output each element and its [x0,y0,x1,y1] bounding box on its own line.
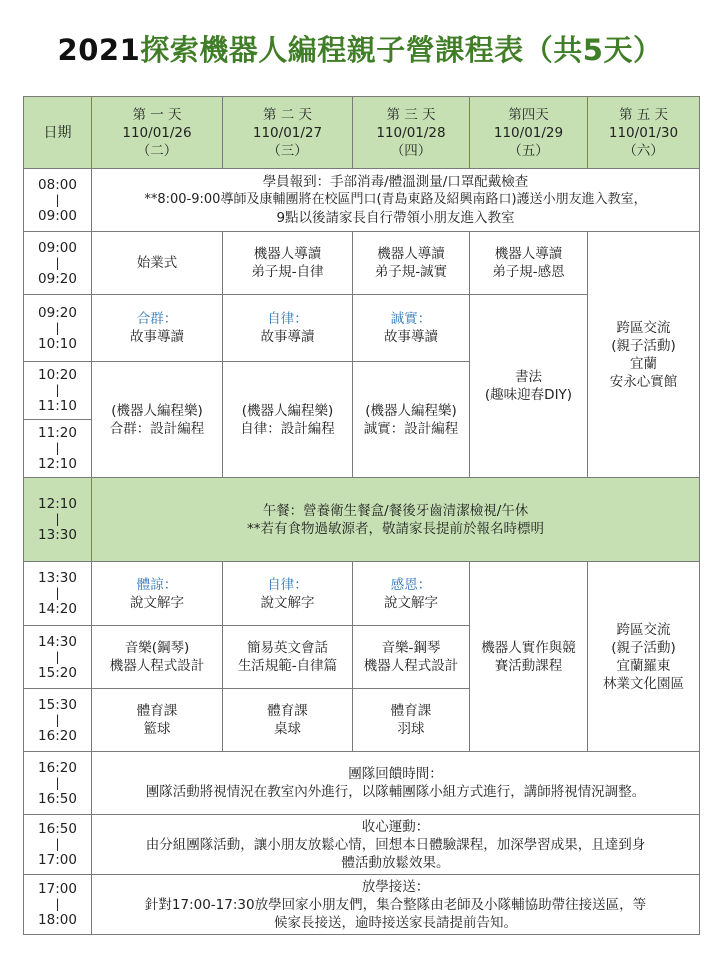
day-header-5 [588,97,700,169]
day-header-1 [92,97,223,169]
time-cell: 12:10 | 13:30 [24,478,92,562]
cross-region-exchange-cell: 跨區交流 (親子活動) 宜蘭羅東 林業文化園區 [588,562,700,752]
robot-competition-cell: 機器人實作與競 賽活動課程 [470,562,588,752]
row-review [24,752,700,815]
pe-cell: 體育課 桌球 [223,689,353,752]
story-reading-cell: 合群： 故事導讀 [92,295,223,362]
day-name: 第 一 天 [132,106,182,123]
day-weekday: （二） [136,142,178,159]
row-dismissal [24,875,700,935]
day-date: 110/01/28 [376,124,446,141]
time-cell: 14:30 | 15:20 [24,626,92,689]
robot-reading-cell: 機器人導讀 弟子規-誠實 [353,232,470,295]
calligraphy-cell: 書法 (趣味迎春DIY) [470,295,588,478]
robot-coding-cell: (機器人編程樂) 合群：設計編程 [92,362,223,478]
cross-region-exchange-cell: 跨區交流 (親子活動) 宜蘭 安永心實館 [588,232,700,478]
day-name: 第 五 天 [618,106,669,123]
time-cell: 08:00 | 09:00 [24,169,92,232]
row-lunch [24,478,700,562]
music-cell: 音樂(鋼琴) 機器人程式設計 [92,626,223,689]
time-cell: 13:30 | 14:20 [24,562,92,626]
team-review-cell: 團隊回饋時間： 團隊活動將視情況在教室內外進行，以隊輔團隊小組方式進行，講師將視情況調整。 [92,752,700,815]
time-cell: 09:00 | 09:20 [24,232,92,295]
row-1330 [24,562,700,626]
title-year: 2021 [57,33,141,67]
day-date: 110/01/26 [122,124,192,141]
opening-ceremony-cell: 始業式 [92,232,223,295]
english-cell: 簡易英文會話 生活規範-自律篇 [223,626,353,689]
day-date: 110/01/29 [493,124,564,141]
day-name: 第 三 天 [386,106,436,123]
story-reading-cell: 誠實： 故事導讀 [353,295,470,362]
checkin-cell: 學員報到：手部消毒/體溫測量/口罩配戴檢查 **8:00-9:00導師及康輔團將在校區門口(青島東路及紹興南路口)護送小朋友進入教室， 9點以後請家長自行帶領小朋友進入教室 [92,169,700,232]
day-weekday: （六） [623,142,664,159]
lunch-cell: 午餐：營養衛生餐盒/餐後牙齒清潔檢視/午休 **若有食物過敏源者，敬請家長提前於報名時標明 [92,478,700,562]
cooldown-cell: 收心運動： 由分組團隊活動，讓小朋友放鬆心情，回想本日體驗課程，加深學習成果，且達到身 體活動放鬆效果。 [92,815,700,875]
time-cell: 15:30 | 16:20 [24,689,92,752]
robot-coding-cell: (機器人編程樂) 自律：設計編程 [223,362,353,478]
pe-cell: 體育課 籃球 [92,689,223,752]
date-header: 日期 [24,97,92,169]
music-cell: 音樂-鋼琴 機器人程式設計 [353,626,470,689]
day-weekday: （五） [508,142,549,159]
time-cell: 09:20 | 10:10 [24,295,92,362]
dismissal-cell: 放學接送： 針對17:00-17:30放學回家小朋友們，集合整隊由老師及小隊輔協助帶往接送區，等 候家長接送，逾時接送家長請提前告知。 [92,875,700,935]
page-title [0,28,720,69]
robot-reading-cell: 機器人導讀 弟子規-感恩 [470,232,588,295]
story-reading-cell: 自律： 故事導讀 [223,295,353,362]
day-date: 110/01/27 [252,124,323,141]
day-name: 第 二 天 [262,106,313,123]
day-weekday: （三） [267,142,308,159]
time-cell: 11:20 | 12:10 [24,420,92,478]
time-cell: 16:50 | 17:00 [24,815,92,875]
robot-coding-cell: (機器人編程樂) 誠實：設計編程 [353,362,470,478]
day-date: 110/01/30 [608,124,679,141]
row-checkin [24,169,700,232]
day-header-4 [470,97,588,169]
time-cell: 17:00 | 18:00 [24,875,92,935]
time-cell: 10:20 | 11:10 [24,362,92,420]
day-name: 第四天 [508,106,549,123]
day-header-3 [353,97,470,169]
word-study-cell: 自律： 說文解字 [223,562,353,626]
robot-reading-cell: 機器人導讀 弟子規-自律 [223,232,353,295]
word-study-cell: 感恩： 說文解字 [353,562,470,626]
header-row [24,97,700,169]
word-study-cell: 體諒： 說文解字 [92,562,223,626]
day-weekday: （四） [390,142,432,159]
title-text: 探索機器人編程親子營課程表（共5天） [140,33,663,67]
schedule-table [23,96,700,935]
time-cell: 16:20 | 16:50 [24,752,92,815]
row-0900 [24,232,700,295]
row-cooldown [24,815,700,875]
pe-cell: 體育課 羽球 [353,689,470,752]
day-header-2 [223,97,353,169]
